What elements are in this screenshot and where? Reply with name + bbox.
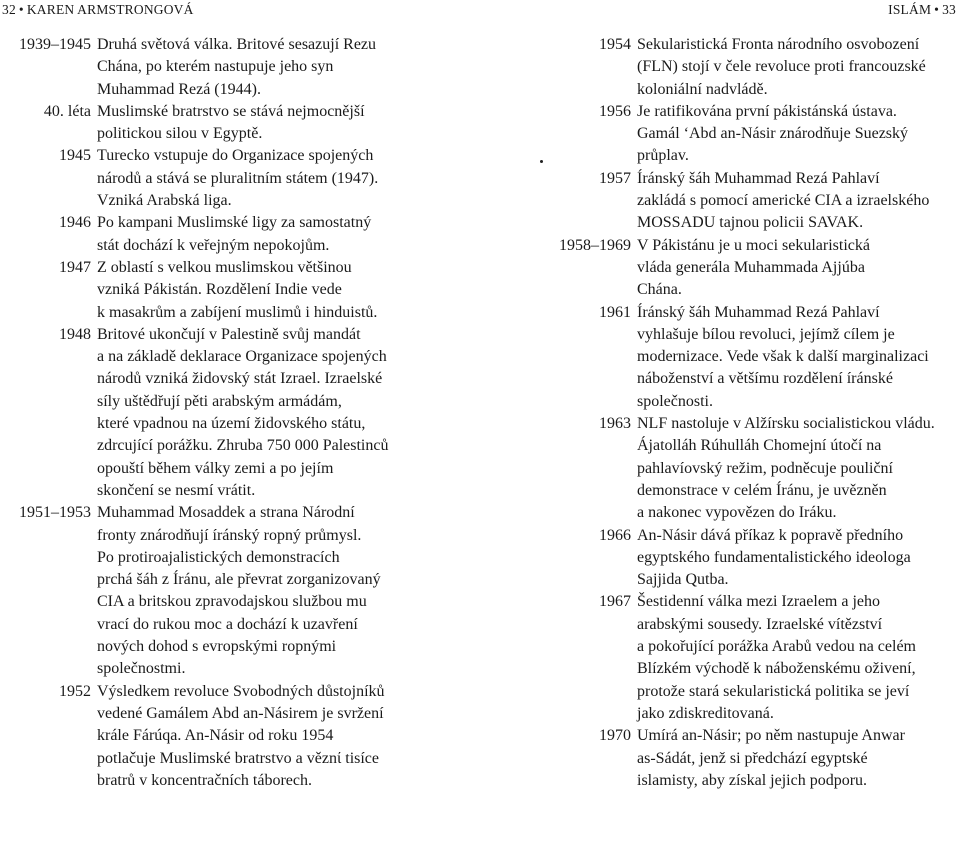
entry-line: Íránský šáh Muhammad Rezá Pahlaví (637, 303, 880, 321)
entry-year: 1963 (599, 415, 631, 433)
entry-line: islamisty, aby získal jejich podporu. (637, 771, 868, 789)
entry-line: vláda generála Muhammada Ajjúba (637, 258, 865, 276)
page-number: 32 (2, 2, 16, 17)
entry-text (97, 257, 475, 324)
timeline-entry (478, 591, 960, 725)
entry-line: (FLN) stojí v čele revoluce proti francouzské (637, 58, 926, 76)
entry-line: vedené Gamálem Abd an-Násirem je svržení (97, 704, 384, 722)
timeline-entry (478, 302, 960, 413)
entry-text (637, 34, 960, 101)
entry-year: 1967 (599, 593, 631, 611)
entry-line: průplav. (637, 147, 689, 165)
entry-line: krále Fárúqa. An-Násir od roku 1954 (97, 727, 334, 745)
entry-line: protože stará sekularistická politika se jeví (637, 682, 910, 700)
timeline-entry (478, 725, 960, 792)
entry-year: 1958–1969 (559, 236, 631, 254)
timeline-entry (0, 502, 475, 680)
entry-line: Blízkém východě k náboženskému oživení, (637, 660, 916, 678)
entry-text (97, 212, 475, 257)
entry-line: Sekularistická Fronta národního osvobození (637, 36, 920, 53)
entry-year: 1939–1945 (19, 36, 91, 53)
entry-year: 1954 (599, 36, 631, 53)
timeline-entry (0, 34, 475, 101)
entry-line: nových dohod s evropskými ropnými (97, 638, 337, 656)
entry-line: zdrcující porážku. Zhruba 750 000 Palestinců (97, 437, 389, 455)
right-page (478, 0, 960, 855)
entry-line: společnosti. (637, 392, 713, 410)
entry-line: Ájatolláh Rúhulláh Chomejní útočí na (637, 437, 882, 455)
entry-line: Muhammad Mosaddek a strana Národní (97, 504, 355, 522)
entry-text (637, 101, 960, 168)
entry-text (637, 525, 960, 592)
entry-year: 1961 (599, 303, 631, 321)
entry-line: národů a stává se pluralitním státem (1947). (97, 169, 379, 187)
entry-year: 1947 (59, 258, 91, 276)
entry-line: opouští během války zemi a po jejím (97, 459, 334, 477)
entry-line: Íránský šáh Muhammad Rezá Pahlaví (637, 169, 880, 187)
entry-text (97, 681, 475, 792)
entry-year: 1951–1953 (19, 504, 91, 522)
entry-line: které vpadnou na území židovského státu, (97, 415, 366, 433)
entry-line: Druhá světová válka. Britové sesazují Rezu (97, 36, 377, 53)
entry-line: Výsledkem revoluce Svobodných důstojníků (97, 682, 385, 700)
entry-year: 1946 (59, 214, 91, 232)
entry-line: V Pákistánu je u moci sekularistická (637, 236, 870, 254)
entry-line: as-Sádát, jenž si předchází egyptské (637, 749, 868, 767)
entry-year: 40. léta (43, 102, 91, 120)
entry-text (97, 145, 475, 212)
entry-line: síly uštědřují pěti arabským armádám, (97, 392, 342, 410)
timeline-entry (0, 101, 475, 146)
entry-text (637, 302, 960, 413)
entry-text (637, 168, 960, 235)
chapter-title: ISLÁM (888, 2, 932, 17)
entry-line: Gamál ‘Abd an-Násir znárodňuje Suezský (637, 125, 909, 143)
entry-line: a na základě deklarace Organizace spojených (97, 348, 387, 366)
timeline-entry (478, 34, 960, 101)
timeline-entry (478, 525, 960, 592)
entry-line: CIA a britskou zpravodajskou službou mu (97, 593, 367, 611)
entry-year: 1957 (599, 169, 631, 187)
entry-line: vzniká Pákistán. Rozdělení Indie vede (97, 281, 342, 299)
entry-line: Muslimské bratrstvo se stává nejmocnější (97, 102, 365, 120)
entry-line: skončení se nesmí vrátit. (97, 481, 256, 499)
timeline-entry (0, 212, 475, 257)
entry-year: 1948 (59, 325, 91, 343)
entry-line: k masakrům a zabíjení muslimů i hinduistů. (97, 303, 378, 321)
entry-line: Po protiroajalistických demonstracích (97, 548, 340, 566)
entry-line: Po kampani Muslimské ligy za samostatný (97, 214, 372, 232)
timeline-entry (478, 413, 960, 524)
entry-line: demonstrace v celém Íránu, je uvězněn (637, 481, 887, 499)
entry-line: Chána, po kterém nastupuje jeho syn (97, 58, 334, 76)
entry-line: společnostmi. (97, 660, 186, 678)
entry-line: egyptského fundamentalistického ideologa (637, 548, 911, 566)
right-timeline (478, 34, 960, 792)
timeline-entry (0, 257, 475, 324)
entry-line: vyhlašuje bílou revoluci, jejímž cílem je (637, 325, 895, 343)
entry-line: národů vzniká židovský stát Izrael. Izraelské (97, 370, 383, 388)
entry-line: zakládá s pomocí americké CIA a izraelského (637, 192, 930, 210)
entry-line: modernizace. Vede však k další marginalizaci (637, 348, 929, 366)
entry-line: pahlavíovský režim, podněcuje pouliční (637, 459, 893, 477)
entry-year: 1966 (599, 526, 631, 544)
header-bullet: • (18, 2, 24, 17)
entry-year: 1952 (59, 682, 91, 700)
entry-line: fronty znárodňují íránský ropný průmysl. (97, 526, 362, 544)
entry-line: Umírá an-Násir; po něm nastupuje Anwar (637, 727, 905, 745)
timeline-entry (0, 145, 475, 212)
entry-line: Turecko vstupuje do Organizace spojených (97, 147, 374, 165)
timeline-entry (478, 101, 960, 168)
entry-line: potlačuje Muslimské bratrstvo a věznί tisíce (97, 749, 380, 767)
entry-line: arabskými sousedy. Izraelské vítězství (637, 615, 883, 633)
entry-line: vrací do rukou moc a dochází k uzavření (97, 615, 358, 633)
left-timeline (0, 34, 475, 792)
entry-year: 1945 (59, 147, 91, 165)
entry-line: politickou silou v Egyptě. (97, 125, 263, 143)
entry-line: a pokořující porážka Arabů vedou na celém (637, 638, 916, 656)
entry-text (97, 101, 475, 146)
entry-line: bratrů v koncentračních táborech. (97, 771, 313, 789)
entry-text (637, 413, 960, 524)
entry-text (97, 324, 475, 502)
header-bullet: • (934, 2, 940, 17)
entry-text (97, 34, 475, 101)
timeline-entry (0, 681, 475, 792)
entry-line: náboženství a většímu rozdělení íránské (637, 370, 893, 388)
entry-line: MOSSADU tajnou policii SAVAK. (637, 214, 864, 232)
entry-text (637, 235, 960, 302)
left-page-header (2, 2, 194, 18)
entry-line: Britové ukončují v Palestině svůj mandát (97, 325, 361, 343)
entry-text (637, 591, 960, 725)
entry-line: Chána. (637, 281, 682, 299)
entry-line: koloniální nadvládě. (637, 80, 768, 98)
entry-line: Muhammad Rezá (1944). (97, 80, 261, 98)
entry-year: 1956 (599, 102, 631, 120)
entry-line: An-Násir dává příkaz k popravě předního (637, 526, 904, 544)
entry-line: jako zdiskreditovaná. (637, 704, 774, 722)
entry-line: Sajjida Qutba. (637, 571, 729, 589)
entry-year: 1970 (599, 727, 631, 745)
author-name: KAREN ARMSTRONGOVÁ (26, 2, 194, 17)
entry-line: stát dochází k veřejným nepokojům. (97, 236, 330, 254)
timeline-entry (478, 168, 960, 235)
entry-line: Z oblastí s velkou muslimskou většinou (97, 258, 352, 276)
entry-line: NLF nastoluje v Alžírsku socialistickou vládu. (637, 415, 935, 433)
entry-line: Je ratifikována první pákistánská ústava. (637, 102, 897, 120)
entry-line: Šestidenní válka mezi Izraelem a jeho (637, 593, 881, 611)
timeline-entry (478, 235, 960, 302)
entry-line: Vzniká Arabská liga. (97, 192, 232, 210)
entry-text (97, 502, 475, 680)
left-page (0, 0, 475, 855)
entry-text (637, 725, 960, 792)
right-page-header (888, 2, 956, 18)
page-number: 33 (942, 2, 956, 17)
entry-line: a nakonec vypovězen do Iráku. (637, 504, 837, 522)
timeline-entry (0, 324, 475, 502)
entry-line: prchá šáh z Íránu, ale převrat zorganizovaný (97, 571, 381, 589)
